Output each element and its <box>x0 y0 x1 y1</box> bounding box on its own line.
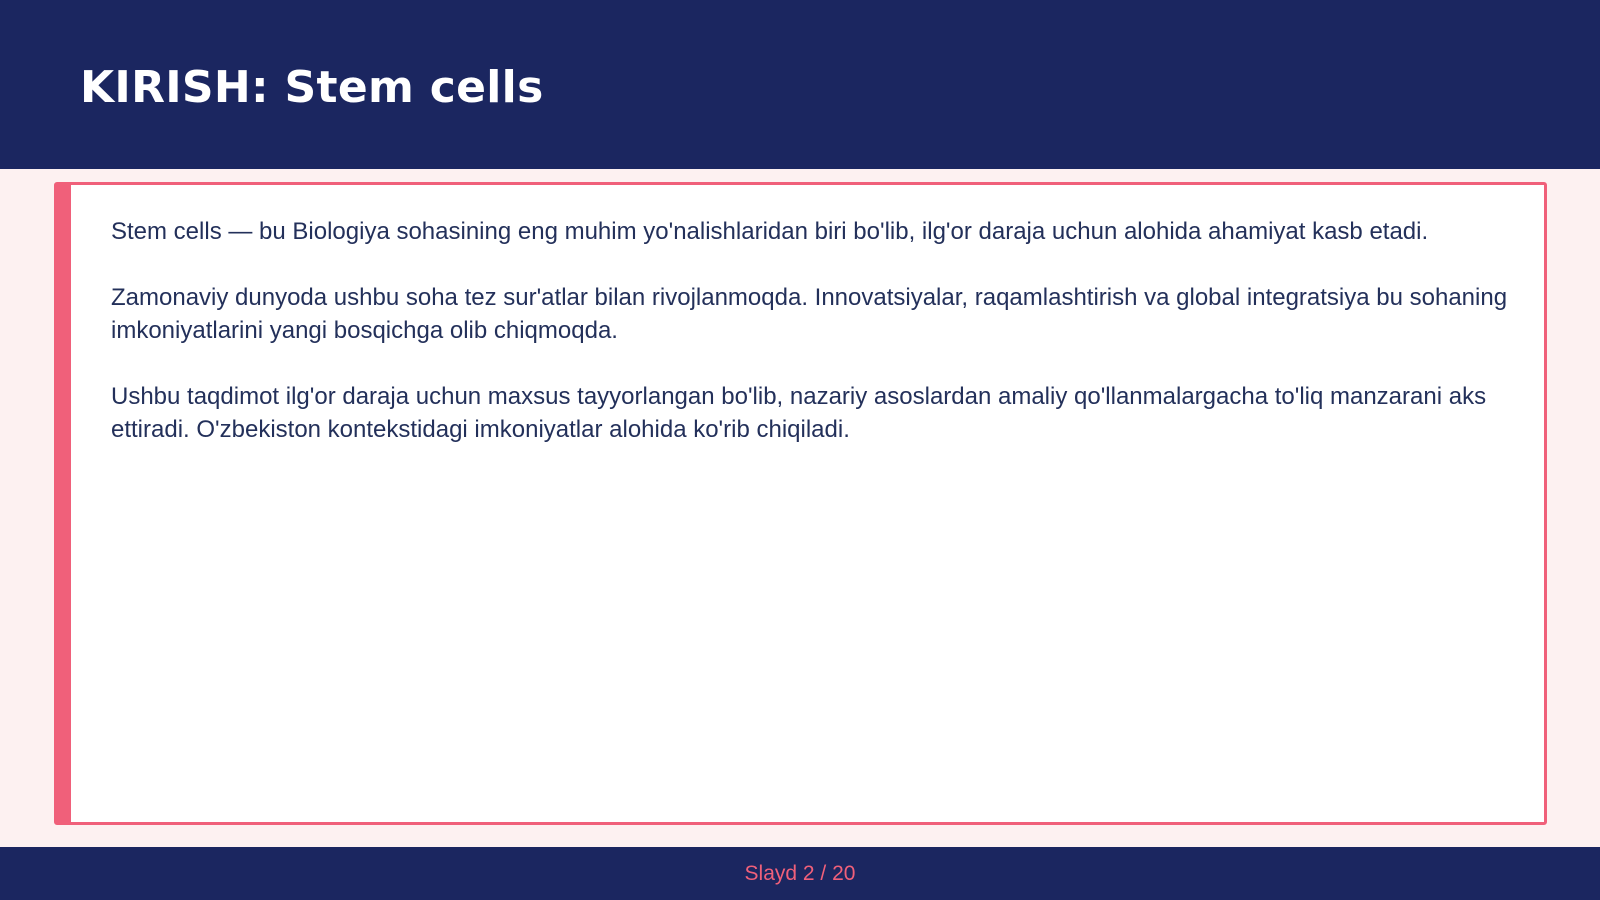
slide-header <box>0 0 1600 169</box>
content-card <box>54 182 1547 825</box>
slide-number: Slayd 2 / 20 <box>744 862 856 885</box>
paragraph-intro: Stem cells — bu Biologiya sohasining eng muhim yo'nalishlaridan biri bo'lib, ilg'or daraja uchun alohida ahamiyat kasb etadi. <box>111 218 1429 245</box>
paragraph-modern-world: Zamonaviy dunyoda ushbu soha tez sur'atlar bilan rivojlanmoqda. Innovatsiyalar, raqamlashtirish va global integratsiya bu sohaning imkoniyatlarini yangi bosqichga olib chiqmoqda. <box>111 284 1508 344</box>
content-body <box>111 215 1511 479</box>
paragraph-presentation-scope: Ushbu taqdimot ilg'or daraja uchun maxsus tayyorlangan bo'lib, nazariy asoslardan amaliy qo'llanmalargacha to'liq manzarani aks ettiradi. O'zbekiston kontekstidagi imkoniyatlar alohida ko'rib chiqiladi. <box>111 383 1487 443</box>
slide-title: KIRISH: Stem cells <box>80 62 544 113</box>
slide-footer <box>0 847 1600 900</box>
